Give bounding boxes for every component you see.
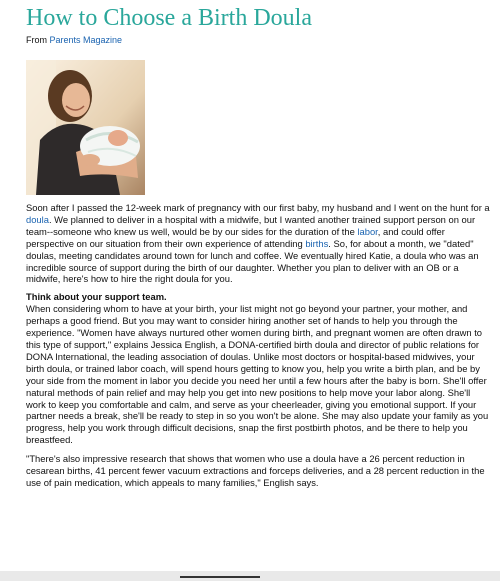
labor-link[interactable]: labor — [357, 225, 378, 237]
support-team-paragraph — [26, 291, 492, 446]
intro-text-1: Soon after I passed the 12-week mark of pregnancy with our first baby, my husband and I went on the hunt for a — [26, 202, 490, 213]
support-team-heading: Think about your support team. — [26, 291, 167, 303]
mother-holding-newborn-photo — [26, 60, 145, 195]
source-prefix: From — [26, 35, 50, 45]
article — [26, 4, 492, 489]
doula-link[interactable]: doula — [26, 213, 49, 225]
intro-text-4: . So, for about a month, we "dated" doulas, meeting candidates around town for lunch and coffee. We eventually hired Katie, a doula who was an incredible source of support during the birth of our daughter. Whether you plan to deliver with an OB or a midwife, here's how to hire the right doula for you. — [26, 237, 479, 285]
intro-text-3: , and could offer perspective on our situation from their own experience of attending — [26, 225, 445, 249]
research-paragraph: "There's also impressive research that shows that women who use a doula have a 26 percent reduction in cesarean births, 41 percent fewer vacuum extractions and forceps deliveries, and a 28 percent reduction in the use of pain medication, which appeals to many families," English says. — [26, 453, 485, 488]
source-link[interactable]: Parents Magazine — [49, 35, 123, 45]
support-team-text: When considering whom to have at your birth, your list might not go beyond your partner, your mother, and perhaps a good friend. But you may want to consider hiring another set of hands to help you through the experience. "Women have always nurtured other women during birth, and pregnant women are often drawn to this type of support," explains Jessica English, a DONA-certified birth doula and director of public relations for DONA International, the leading association of doulas. Unlike most doctors or hospital-based midwives, your birth doula, or trained labor coach, will spend hours getting to know you, help you write a birth plan, and be by your side from the moment in labor you decide you need her until a few hours after the baby is born. She'll offer natural methods of pain relief and may help you get into new positions to help move your labor along. She'll work to keep you comfortable and calm, and serve as your cheerleader, giving you emotional support. If your partner needs a break, she'll be ready to step in so you won't be alone. She may also update your family as you progress, help you work through difficult decisions, snap the first postbirth photos, and be there to help you breastfeed. — [26, 303, 489, 446]
intro-text-2: . We planned to deliver in a hospital with a midwife, but I wanted another trained support person on our team--someone who knew us well, would be by our sides for the duration of the — [26, 213, 476, 237]
article-title: How to Choose a Birth Doula — [26, 5, 312, 31]
photo-illustration — [26, 60, 145, 195]
article-source — [26, 34, 492, 46]
horizontal-scrollbar-thumb[interactable] — [180, 576, 260, 578]
births-link[interactable]: births — [305, 237, 329, 249]
intro-paragraph — [26, 202, 492, 285]
